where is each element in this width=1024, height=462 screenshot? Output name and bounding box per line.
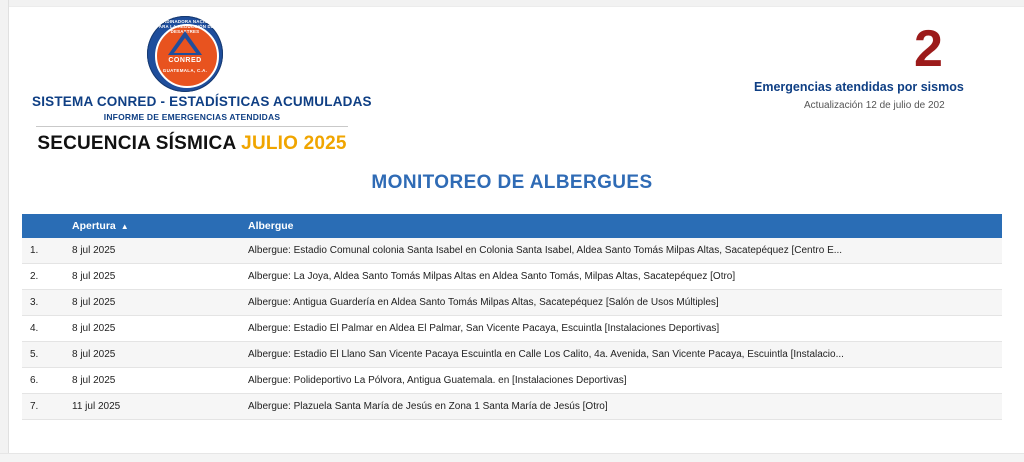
page-title: SISTEMA CONRED - ESTADÍSTICAS ACUMULADAS xyxy=(32,94,372,109)
title-divider xyxy=(36,126,348,127)
logo-triangle-inner-icon xyxy=(174,38,196,53)
emergency-count-caption: Emergencias atendidas por sismos xyxy=(754,80,964,94)
row-index: 5. xyxy=(22,342,64,368)
table-row[interactable] xyxy=(22,316,1002,342)
shelters-table-wrap xyxy=(22,214,1002,420)
row-index: 6. xyxy=(22,368,64,394)
logo-acronym: CONRED xyxy=(168,57,202,64)
conred-logo xyxy=(147,16,223,92)
header-title-block xyxy=(32,94,372,155)
column-header-apertura[interactable] xyxy=(64,214,240,238)
row-apertura: 11 jul 2025 xyxy=(64,394,240,420)
page-subtitle: INFORME DE EMERGENCIAS ATENDIDAS xyxy=(103,112,281,122)
row-albergue: Albergue: Estadio El Llano San Vicente Pacaya Escuintla en Calle Los Calito, 4a. Avenida, San Vicente Pacaya, Escuintla [Instalacio... xyxy=(240,342,1002,368)
report-header xyxy=(0,6,1024,158)
table-head xyxy=(22,214,1002,238)
sequence-label: SECUENCIA SÍSMICA xyxy=(37,133,236,154)
row-albergue: Albergue: La Joya, Aldea Santo Tomás Milpas Altas en Aldea Santo Tomás, Milpas Altas, Sacatepéquez [Otro] xyxy=(240,264,1002,290)
header-stat-block xyxy=(754,20,1024,111)
row-index: 4. xyxy=(22,316,64,342)
row-index: 3. xyxy=(22,290,64,316)
table-row[interactable] xyxy=(22,368,1002,394)
table-row[interactable] xyxy=(22,342,1002,368)
row-albergue: Albergue: Estadio Comunal colonia Santa Isabel en Colonia Santa Isabel, Aldea Santo Tomás Milpas Altas, Sacatepéquez [Centro E... xyxy=(240,238,1002,264)
column-header-index xyxy=(22,214,64,238)
row-index: 2. xyxy=(22,264,64,290)
sort-ascending-icon: ▲ xyxy=(120,221,129,231)
sequence-month: JULIO 2025 xyxy=(241,133,347,154)
row-apertura: 8 jul 2025 xyxy=(64,316,240,342)
last-update-text: Actualización 12 de julio de 202 xyxy=(804,100,945,111)
row-apertura: 8 jul 2025 xyxy=(64,368,240,394)
table-row[interactable] xyxy=(22,394,1002,420)
table-row[interactable] xyxy=(22,238,1002,264)
column-header-apertura-label: Apertura xyxy=(72,220,116,232)
emergency-count: 2 xyxy=(914,20,944,78)
page-bottom-edge xyxy=(0,453,1024,462)
row-apertura: 8 jul 2025 xyxy=(64,238,240,264)
shelters-table xyxy=(22,214,1002,420)
table-row[interactable] xyxy=(22,264,1002,290)
row-apertura: 8 jul 2025 xyxy=(64,290,240,316)
row-albergue: Albergue: Plazuela Santa María de Jesús en Zona 1 Santa María de Jesús [Otro] xyxy=(240,394,1002,420)
table-row[interactable] xyxy=(22,290,1002,316)
table-body xyxy=(22,238,1002,420)
row-apertura: 8 jul 2025 xyxy=(64,342,240,368)
section-title: MONITOREO DE ALBERGUES xyxy=(371,172,653,193)
row-index: 1. xyxy=(22,238,64,264)
row-apertura: 8 jul 2025 xyxy=(64,264,240,290)
sequence-title xyxy=(32,133,352,155)
column-header-albergue[interactable]: Albergue xyxy=(240,214,1002,238)
row-albergue: Albergue: Estadio El Palmar en Aldea El Palmar, San Vicente Pacaya, Escuintla [Instalaciones Deportivas] xyxy=(240,316,1002,342)
table-header-row xyxy=(22,214,1002,238)
logo-sub-acronym: GUATEMALA, C.A. xyxy=(162,68,208,73)
logo-arc-text: COORDINADORA NACIONAL PARA LA REDUCCIÓN DE DESASTRES xyxy=(152,19,218,34)
row-albergue: Albergue: Antigua Guardería en Aldea Santo Tomás Milpas Altas, Sacatepéquez [Salón de Usos Múltiples] xyxy=(240,290,1002,316)
row-index: 7. xyxy=(22,394,64,420)
row-albergue: Albergue: Polideportivo La Pólvora, Antigua Guatemala. en [Instalaciones Deportivas] xyxy=(240,368,1002,394)
